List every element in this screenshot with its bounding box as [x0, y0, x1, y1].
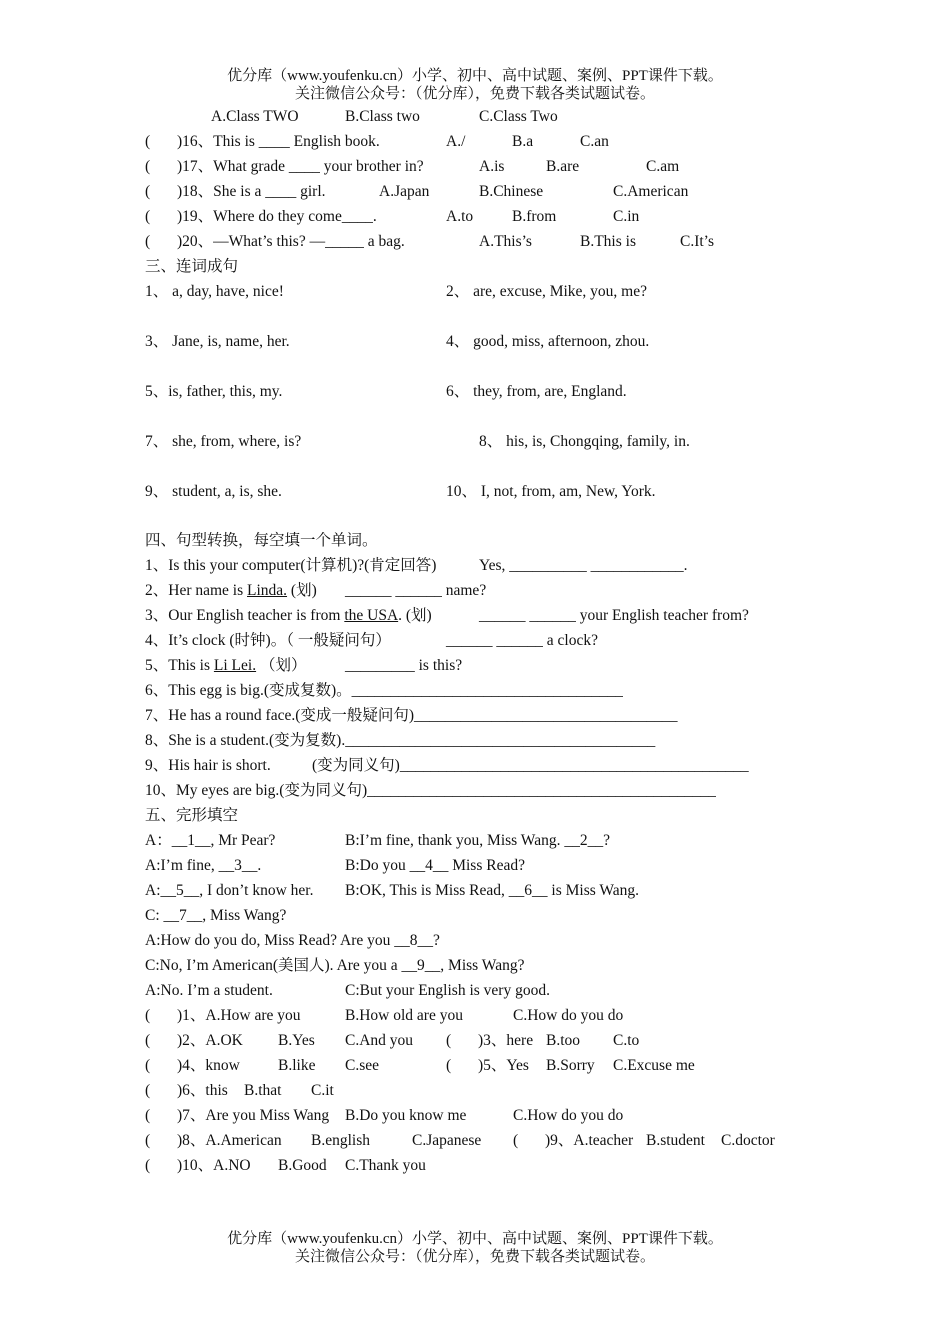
q15-option-a: A.Class TWO — [211, 108, 299, 125]
q20-option-c: C.It’s — [680, 233, 715, 250]
q15-option-b: B.Class two — [345, 108, 420, 125]
s4-item-8: 8、She is a student.(变为复数).________________________________________ — [145, 732, 656, 749]
o10-bracket: ( — [145, 1157, 151, 1174]
q16-stem: )16、This is ____ English book. — [177, 133, 380, 150]
s4-item-5-answer: _________ is this? — [345, 657, 463, 674]
o6-option-c: C.it — [311, 1082, 334, 1099]
q19-stem: )19、Where do they come____. — [177, 208, 377, 225]
o9-option-a: )9、A.teacher — [545, 1132, 634, 1149]
dialog-line-3b: B:OK, This is Miss Read, __6__ is Miss Wang. — [345, 882, 640, 899]
o6-option-b: B.that — [244, 1082, 282, 1099]
o9-bracket: ( — [513, 1132, 519, 1149]
dialog-line-4: C: __7__, Miss Wang? — [145, 907, 287, 924]
s3-item-9: 9、 student, a, is, she. — [145, 483, 282, 500]
dialog-line-7a: A:No. I’m a student. — [145, 982, 273, 999]
s4-item-3-pre: 3、Our English teacher is from — [145, 607, 345, 624]
o5-option-c: C.Excuse me — [613, 1057, 695, 1074]
o8-bracket: ( — [145, 1132, 151, 1149]
dialog-line-2b: B:Do you __4__ Miss Read? — [345, 857, 525, 874]
o4-option-c: C.see — [345, 1057, 380, 1074]
s3-item-5: 5、is, father, this, my. — [145, 383, 283, 400]
s4-item-5-post: （划） — [256, 657, 307, 674]
s4-item-5 — [145, 656, 306, 676]
s3-item-10: 10、 I, not, from, am, New, York. — [446, 483, 656, 500]
q17-stem: )17、What grade ____ your brother in? — [177, 158, 424, 175]
q18-stem: )18、She is a ____ girl. — [177, 183, 326, 200]
q16-option-a: A./ — [446, 133, 466, 150]
q18-bracket: ( — [145, 183, 151, 200]
section4-title: 四、句型转换，每空填一个单词。 — [145, 532, 378, 549]
q19-option-c: C.in — [613, 208, 640, 225]
s4-item-2 — [145, 581, 317, 601]
s3-item-2: 2、 are, excuse, Mike, you, me? — [446, 283, 648, 300]
q18-option-a: A.Japan — [379, 183, 430, 200]
q15-option-c: C.Class Two — [479, 108, 558, 125]
o7-bracket: ( — [145, 1107, 151, 1124]
o3-option-b: B.too — [546, 1032, 581, 1049]
o9-option-c: C.doctor — [721, 1132, 775, 1149]
s4-item-5-pre: 5、This is — [145, 657, 214, 674]
s4-item-2-pre: 2、Her name is — [145, 582, 248, 599]
q20-bracket: ( — [145, 233, 151, 250]
q16-bracket: ( — [145, 133, 151, 150]
o8-option-a: )8、A.American — [177, 1132, 282, 1149]
dialog-line-5: A:How do you do, Miss Read? Are you __8__? — [145, 932, 440, 949]
s4-item-10: 10、My eyes are big.(变为同义句)_____________________________________________ — [145, 782, 716, 799]
s4-item-1-answer: Yes, __________ ____________. — [479, 557, 688, 574]
dialog-line-1b: B:I’m fine, thank you, Miss Wang. __2__? — [345, 832, 610, 849]
s4-item-9-answer: (变为同义句)_____________________________________________ — [312, 757, 749, 774]
q19-option-b: B.from — [512, 208, 557, 225]
s4-item-6: 6、This egg is big.(变成复数)。___________________________________ — [145, 682, 623, 699]
header-line-2: 关注微信公众号：（优分库），免费下载各类试题试卷。 — [294, 86, 655, 102]
q16-option-c: C.an — [580, 133, 609, 150]
o6-option-a: )6、this — [177, 1082, 228, 1099]
q16-option-b: B.a — [512, 133, 534, 150]
q20-option-a: A.This’s — [479, 233, 532, 250]
footer-line-2: 关注微信公众号：（优分库），免费下载各类试题试卷。 — [294, 1249, 655, 1265]
dialog-line-1a: A：__1__, Mr Pear? — [145, 832, 276, 849]
s3-item-4: 4、 good, miss, afternoon, zhou. — [446, 333, 650, 350]
q17-option-b: B.are — [546, 158, 580, 175]
s4-item-3 — [145, 606, 432, 626]
dialog-line-3a: A:__5__, I don’t know her. — [145, 882, 314, 899]
o10-option-b: B.Good — [278, 1157, 327, 1174]
o4-option-a: )4、know — [177, 1057, 240, 1074]
section5-title: 五、完形填空 — [145, 807, 239, 824]
s4-item-7: 7、He has a round face.(变成一般疑问句)__________________________________ — [145, 707, 678, 724]
dialog-line-6: C:No, I’m American(美国人). Are you a __9__, Miss Wang? — [145, 957, 525, 974]
footer-line-1: 优分库（www.youfenku.cn）小学、初中、高中试题、案例、PPT课件下载。 — [227, 1231, 723, 1247]
s4-item-2-answer: ______ ______ name? — [345, 582, 487, 599]
o1-option-b: B.How old are you — [345, 1007, 463, 1024]
o6-bracket: ( — [145, 1082, 151, 1099]
o8-option-c: C.Japanese — [412, 1132, 482, 1149]
header-line-1: 优分库（www.youfenku.cn）小学、初中、高中试题、案例、PPT课件下载。 — [227, 68, 723, 84]
q19-bracket: ( — [145, 208, 151, 225]
o2-option-c: C.And you — [345, 1032, 414, 1049]
q17-option-a: A.is — [479, 158, 505, 175]
o5-option-b: B.Sorry — [546, 1057, 595, 1074]
o10-option-c: C.Thank you — [345, 1157, 426, 1174]
q17-option-c: C.am — [646, 158, 680, 175]
s3-item-6: 6、 they, from, are, England. — [446, 383, 627, 400]
s4-item-4: 4、It’s clock (时钟)。（ 一般疑问句） — [145, 632, 391, 649]
o9-option-b: B.student — [646, 1132, 705, 1149]
s4-item-3-underlined: the USA — [344, 607, 399, 624]
s4-item-3-answer: ______ ______ your English teacher from? — [479, 607, 749, 624]
s3-item-7: 7、 she, from, where, is? — [145, 433, 302, 450]
s4-item-3-post: . (划) — [398, 607, 432, 624]
o3-option-a: )3、here — [478, 1032, 534, 1049]
s3-item-3: 3、 Jane, is, name, her. — [145, 333, 290, 350]
o10-option-a: )10、A.NO — [177, 1157, 251, 1174]
o3-option-c: C.to — [613, 1032, 640, 1049]
q18-option-c: C.American — [613, 183, 689, 200]
o5-option-a: )5、Yes — [478, 1057, 529, 1074]
o4-bracket: ( — [145, 1057, 151, 1074]
section3-title: 三、连词成句 — [145, 258, 239, 275]
s4-item-4-answer: ______ ______ a clock? — [446, 632, 598, 649]
o2-bracket: ( — [145, 1032, 151, 1049]
o2-option-b: B.Yes — [278, 1032, 315, 1049]
q17-bracket: ( — [145, 158, 151, 175]
s3-item-1: 1、 a, day, have, nice! — [145, 283, 284, 300]
q18-option-b: B.Chinese — [479, 183, 544, 200]
o1-bracket: ( — [145, 1007, 151, 1024]
o1-option-a: )1、A.How are you — [177, 1007, 301, 1024]
dialog-line-7b: C:But your English is very good. — [345, 982, 550, 999]
s4-item-2-post: (划) — [287, 582, 317, 599]
o5-bracket: ( — [446, 1057, 452, 1074]
o1-option-c: C.How do you do — [513, 1007, 624, 1024]
s4-item-1: 1、Is this your computer(计算机)?(肯定回答) — [145, 557, 437, 574]
o4-option-b: B.like — [278, 1057, 316, 1074]
o7-option-b: B.Do you know me — [345, 1107, 467, 1124]
s4-item-5-underlined: Li Lei. — [213, 657, 257, 674]
q20-stem: )20、—What’s this? —_____ a bag. — [177, 233, 405, 250]
o7-option-a: )7、Are you Miss Wang — [177, 1107, 330, 1124]
o7-option-c: C.How do you do — [513, 1107, 624, 1124]
s3-item-8: 8、 his, is, Chongqing, family, in. — [479, 433, 690, 450]
s4-item-2-underlined: Linda. — [247, 582, 288, 599]
o3-bracket: ( — [446, 1032, 452, 1049]
o2-option-a: )2、A.OK — [177, 1032, 243, 1049]
dialog-line-2a: A:I’m fine, __3__. — [145, 857, 262, 874]
s4-item-9: 9、His hair is short. — [145, 757, 271, 774]
o8-option-b: B.english — [311, 1132, 370, 1149]
q19-option-a: A.to — [446, 208, 474, 225]
q20-option-b: B.This is — [580, 233, 636, 250]
